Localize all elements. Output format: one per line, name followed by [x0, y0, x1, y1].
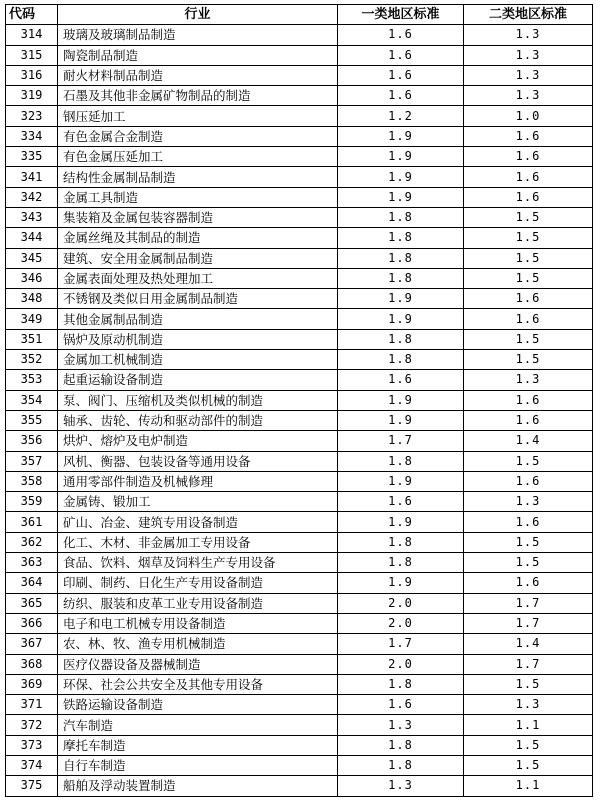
- row-industry: 有色金属合金制造: [58, 126, 338, 146]
- table-row: [6, 268, 593, 288]
- row-class1-value: 1.6: [338, 695, 464, 715]
- row-industry: 建筑、安全用金属制品制造: [58, 248, 338, 268]
- row-class1-value: 1.8: [338, 532, 464, 552]
- row-industry: 金属表面处理及热处理加工: [58, 268, 338, 288]
- row-industry: 铁路运输设备制造: [58, 695, 338, 715]
- row-class1-value: 1.9: [338, 390, 464, 410]
- row-code: 363: [6, 553, 58, 573]
- table-row: [6, 147, 593, 167]
- table-row: [6, 755, 593, 775]
- row-class1-value: 1.9: [338, 187, 464, 207]
- row-code: 348: [6, 289, 58, 309]
- table-row: [6, 553, 593, 573]
- table-row: [6, 309, 593, 329]
- row-code: 352: [6, 350, 58, 370]
- row-class1-value: 1.8: [338, 553, 464, 573]
- table-row: [6, 593, 593, 613]
- row-class2-value: 1.6: [464, 573, 593, 593]
- row-code: 346: [6, 268, 58, 288]
- table-row: [6, 390, 593, 410]
- row-class1-value: 1.8: [338, 735, 464, 755]
- row-industry: 集装箱及金属包装容器制造: [58, 207, 338, 227]
- row-class2-value: 1.4: [464, 431, 593, 451]
- table-row: [6, 410, 593, 430]
- row-code: 362: [6, 532, 58, 552]
- row-class2-value: 1.1: [464, 776, 593, 796]
- row-industry: 自行车制造: [58, 755, 338, 775]
- row-class2-value: 1.3: [464, 695, 593, 715]
- row-industry: 其他金属制品制造: [58, 309, 338, 329]
- row-class1-value: 1.7: [338, 431, 464, 451]
- table-row: [6, 126, 593, 146]
- row-code: 335: [6, 147, 58, 167]
- header-code: 代码: [6, 5, 58, 25]
- row-class1-value: 1.8: [338, 248, 464, 268]
- row-class2-value: 1.5: [464, 553, 593, 573]
- row-class2-value: 1.5: [464, 248, 593, 268]
- table-row: [6, 512, 593, 532]
- row-industry: 石墨及其他非金属矿物制品的制造: [58, 86, 338, 106]
- row-code: 354: [6, 390, 58, 410]
- table-body: [6, 25, 593, 796]
- row-class2-value: 1.6: [464, 390, 593, 410]
- row-class1-value: 1.9: [338, 512, 464, 532]
- row-industry: 摩托车制造: [58, 735, 338, 755]
- row-class1-value: 1.8: [338, 755, 464, 775]
- row-class1-value: 1.2: [338, 106, 464, 126]
- row-class2-value: 1.3: [464, 45, 593, 65]
- row-class2-value: 1.3: [464, 492, 593, 512]
- row-industry: 风机、衡器、包装设备等通用设备: [58, 451, 338, 471]
- row-industry: 印刷、制药、日化生产专用设备制造: [58, 573, 338, 593]
- row-code: 343: [6, 207, 58, 227]
- row-industry: 矿山、冶金、建筑专用设备制造: [58, 512, 338, 532]
- row-industry: 烘炉、熔炉及电炉制造: [58, 431, 338, 451]
- row-class1-value: 1.8: [338, 207, 464, 227]
- row-class2-value: 1.6: [464, 167, 593, 187]
- table-row: [6, 735, 593, 755]
- table-row: [6, 207, 593, 227]
- table-row: [6, 248, 593, 268]
- row-class1-value: 2.0: [338, 654, 464, 674]
- table-row: [6, 167, 593, 187]
- row-industry: 有色金属压延加工: [58, 147, 338, 167]
- row-code: 365: [6, 593, 58, 613]
- row-code: 374: [6, 755, 58, 775]
- row-industry: 不锈钢及类似日用金属制品制造: [58, 289, 338, 309]
- row-code: 361: [6, 512, 58, 532]
- table-row: [6, 674, 593, 694]
- row-class1-value: 1.9: [338, 167, 464, 187]
- row-class1-value: 1.8: [338, 674, 464, 694]
- row-class2-value: 1.3: [464, 25, 593, 45]
- row-code: 372: [6, 715, 58, 735]
- industry-standard-table: [5, 4, 593, 797]
- row-class2-value: 1.6: [464, 187, 593, 207]
- row-class1-value: 1.7: [338, 634, 464, 654]
- row-class2-value: 1.5: [464, 268, 593, 288]
- row-class2-value: 1.3: [464, 370, 593, 390]
- row-code: 334: [6, 126, 58, 146]
- row-code: 342: [6, 187, 58, 207]
- row-industry: 耐火材料制品制造: [58, 65, 338, 85]
- header-industry: 行业: [58, 5, 338, 25]
- table-header-row: [6, 5, 593, 25]
- row-industry: 化工、木材、非金属加工专用设备: [58, 532, 338, 552]
- row-class1-value: 1.6: [338, 25, 464, 45]
- row-class2-value: 1.4: [464, 634, 593, 654]
- table-row: [6, 45, 593, 65]
- row-code: 316: [6, 65, 58, 85]
- row-industry: 起重运输设备制造: [58, 370, 338, 390]
- table-row: [6, 451, 593, 471]
- row-class1-value: 1.9: [338, 147, 464, 167]
- row-industry: 金属加工机械制造: [58, 350, 338, 370]
- table-row: [6, 532, 593, 552]
- table-row: [6, 228, 593, 248]
- row-code: 367: [6, 634, 58, 654]
- table-row: [6, 776, 593, 796]
- row-code: 323: [6, 106, 58, 126]
- row-class2-value: 1.3: [464, 65, 593, 85]
- row-industry: 金属铸、锻加工: [58, 492, 338, 512]
- table-row: [6, 492, 593, 512]
- row-class2-value: 1.5: [464, 350, 593, 370]
- row-class1-value: 1.8: [338, 350, 464, 370]
- row-class2-value: 1.6: [464, 512, 593, 532]
- row-class2-value: 1.5: [464, 451, 593, 471]
- row-class2-value: 1.5: [464, 735, 593, 755]
- row-industry: 食品、饮料、烟草及饲料生产专用设备: [58, 553, 338, 573]
- table-row: [6, 106, 593, 126]
- row-industry: 玻璃及玻璃制品制造: [58, 25, 338, 45]
- row-class2-value: 1.6: [464, 471, 593, 491]
- header-class1-standard: 一类地区标准: [338, 5, 464, 25]
- row-class2-value: 1.5: [464, 207, 593, 227]
- row-industry: 锅炉及原动机制造: [58, 329, 338, 349]
- row-code: 349: [6, 309, 58, 329]
- row-class1-value: 1.8: [338, 451, 464, 471]
- row-code: 357: [6, 451, 58, 471]
- row-class2-value: 1.7: [464, 593, 593, 613]
- row-class1-value: 2.0: [338, 613, 464, 633]
- row-industry: 农、林、牧、渔专用机械制造: [58, 634, 338, 654]
- row-industry: 电子和电工机械专用设备制造: [58, 613, 338, 633]
- row-code: 353: [6, 370, 58, 390]
- row-class2-value: 1.6: [464, 309, 593, 329]
- row-class1-value: 1.6: [338, 45, 464, 65]
- row-code: 356: [6, 431, 58, 451]
- row-class2-value: 1.6: [464, 126, 593, 146]
- row-industry: 陶瓷制品制造: [58, 45, 338, 65]
- row-class1-value: 1.9: [338, 471, 464, 491]
- row-code: 368: [6, 654, 58, 674]
- row-class1-value: 1.9: [338, 126, 464, 146]
- row-class2-value: 1.5: [464, 228, 593, 248]
- row-code: 375: [6, 776, 58, 796]
- row-code: 364: [6, 573, 58, 593]
- row-industry: 环保、社会公共安全及其他专用设备: [58, 674, 338, 694]
- row-class1-value: 1.3: [338, 715, 464, 735]
- table-row: [6, 25, 593, 45]
- header-class2-standard: 二类地区标准: [464, 5, 593, 25]
- row-code: 319: [6, 86, 58, 106]
- table-row: [6, 695, 593, 715]
- row-industry: 通用零部件制造及机械修理: [58, 471, 338, 491]
- row-industry: 钢压延加工: [58, 106, 338, 126]
- table-row: [6, 573, 593, 593]
- row-class1-value: 1.9: [338, 573, 464, 593]
- row-industry: 结构性金属制品制造: [58, 167, 338, 187]
- table-row: [6, 86, 593, 106]
- row-code: 344: [6, 228, 58, 248]
- row-class1-value: 1.6: [338, 370, 464, 390]
- row-class1-value: 1.8: [338, 329, 464, 349]
- row-code: 315: [6, 45, 58, 65]
- row-industry: 轴承、齿轮、传动和驱动部件的制造: [58, 410, 338, 430]
- row-class2-value: 1.6: [464, 410, 593, 430]
- table-row: [6, 329, 593, 349]
- table-row: [6, 471, 593, 491]
- row-code: 371: [6, 695, 58, 715]
- row-class1-value: 1.9: [338, 410, 464, 430]
- table-row: [6, 350, 593, 370]
- table-row: [6, 65, 593, 85]
- row-industry: 泵、阀门、压缩机及类似机械的制造: [58, 390, 338, 410]
- row-industry: 汽车制造: [58, 715, 338, 735]
- row-industry: 纺织、服装和皮革工业专用设备制造: [58, 593, 338, 613]
- row-class1-value: 1.6: [338, 492, 464, 512]
- row-industry: 金属丝绳及其制品的制造: [58, 228, 338, 248]
- table-row: [6, 289, 593, 309]
- table-row: [6, 370, 593, 390]
- row-class2-value: 1.1: [464, 715, 593, 735]
- row-class2-value: 1.5: [464, 329, 593, 349]
- row-class2-value: 1.5: [464, 674, 593, 694]
- row-class1-value: 2.0: [338, 593, 464, 613]
- row-class1-value: 1.6: [338, 86, 464, 106]
- table-row: [6, 634, 593, 654]
- row-class1-value: 1.3: [338, 776, 464, 796]
- row-industry: 船舶及浮动装置制造: [58, 776, 338, 796]
- row-code: 355: [6, 410, 58, 430]
- row-code: 358: [6, 471, 58, 491]
- row-industry: 金属工具制造: [58, 187, 338, 207]
- row-code: 366: [6, 613, 58, 633]
- row-class2-value: 1.5: [464, 532, 593, 552]
- row-code: 359: [6, 492, 58, 512]
- row-code: 373: [6, 735, 58, 755]
- row-code: 345: [6, 248, 58, 268]
- row-code: 369: [6, 674, 58, 694]
- row-class2-value: 1.6: [464, 147, 593, 167]
- table-row: [6, 187, 593, 207]
- row-industry: 医疗仪器设备及器械制造: [58, 654, 338, 674]
- row-code: 351: [6, 329, 58, 349]
- table-row: [6, 654, 593, 674]
- row-code: 341: [6, 167, 58, 187]
- row-class2-value: 1.7: [464, 613, 593, 633]
- row-code: 314: [6, 25, 58, 45]
- row-class2-value: 1.3: [464, 86, 593, 106]
- row-class2-value: 1.7: [464, 654, 593, 674]
- row-class1-value: 1.8: [338, 228, 464, 248]
- row-class2-value: 1.5: [464, 755, 593, 775]
- row-class1-value: 1.9: [338, 289, 464, 309]
- row-class2-value: 1.0: [464, 106, 593, 126]
- row-class2-value: 1.6: [464, 289, 593, 309]
- row-class1-value: 1.8: [338, 268, 464, 288]
- row-class1-value: 1.6: [338, 65, 464, 85]
- table-row: [6, 431, 593, 451]
- row-class1-value: 1.9: [338, 309, 464, 329]
- table-row: [6, 613, 593, 633]
- table-row: [6, 715, 593, 735]
